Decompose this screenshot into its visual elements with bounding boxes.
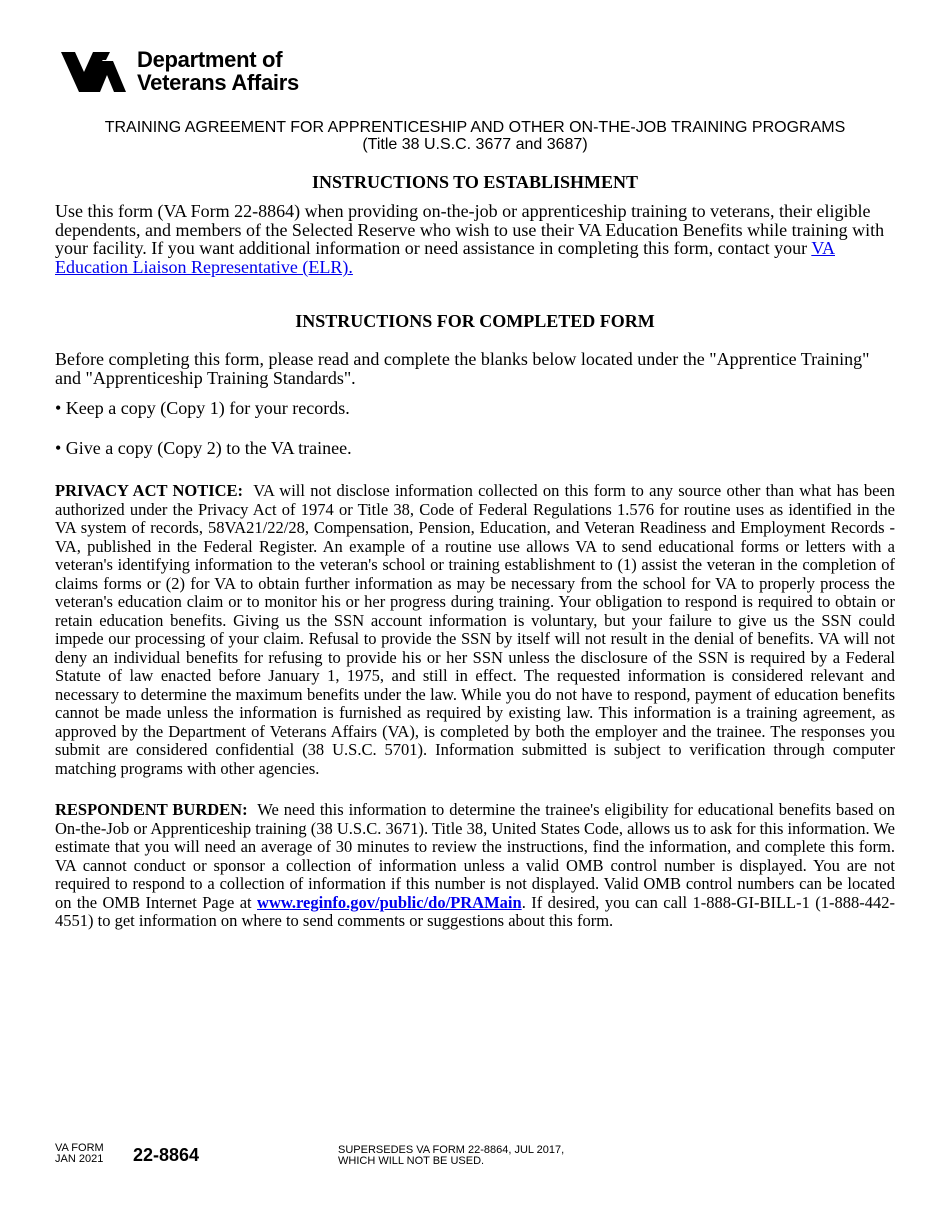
footer-form-label <box>55 1143 104 1165</box>
privacy-label: PRIVACY ACT NOTICE: <box>55 481 244 500</box>
footer-supersedes <box>338 1145 564 1167</box>
footer-supersedes-line-2: WHICH WILL NOT BE USED. <box>338 1155 485 1167</box>
form-title-line-2: (Title 38 U.S.C. 3677 and 3687) <box>362 136 588 153</box>
privacy-text: VA will not disclose information collected on this form to any source other than what has been authorized under the Privacy Act of 1974 or Title 38, Code of Federal Regulations 1.576 for routine uses as identified in the VA system of records, 58VA21/22/28, Compensation, Pension, Education, and Veteran Readiness and Employment Records - VA, published in the Federal Register. An example of a routine use allows VA to send educational forms or letters with a veteran's identifying information to the veteran's school or training establishment to (1) assist the veteran in the completion of claims forms or (2) for VA to obtain further information as may be necessary from the school for VA to properly process the veteran's education claim or to monitor his or her progress during training. Your obligation to respond is required to obtain or retain education benefits. Giving us the SSN account information is voluntary, but your failure to give us the SSN could impede our processing of your claim. Refusal to provide the SSN by itself will not result in the denial of benefits. VA will not deny an individual benefits for refusing to provide his or her SSN unless the disclosure of the SSN is required by a Federal Statute of law enacted before January 1, 1975, and still in effect. The requested information is considered relevant and necessary to determine the maximum benefits under the law. While you do not have to respond, payment of education benefits cannot be made unless the information is furnished as required by existing law. This information is a training agreement, as approved by the Department of Veterans Affairs (VA), is completed by both the employer and the trainee. The responses you submit are considered confidential (38 U.S.C. 5701). Information submitted is subject to verification through computer matching programs with other agencies. <box>55 481 896 778</box>
burden-label: RESPONDENT BURDEN: <box>55 800 248 819</box>
footer-va-form: VA FORM <box>55 1142 104 1154</box>
footer-form-number: 22-8864 <box>133 1145 200 1165</box>
logo-line-1: Department of <box>137 47 283 72</box>
elr-link[interactable]: VA Education Liaison Representative (ELR). <box>55 238 835 278</box>
omb-link[interactable]: www.reginfo.gov/public/do/PRAMain <box>257 892 522 912</box>
burden-text: We need this information to determine the trainee's eligibility for educational benefits based on On-the-Job or Apprenticeship training (38 U.S.C. 3671). Title 38, United States Code, allows us to ask for this information. We estimate that you will need an average of 30 minutes to review the instructions, find the information, and complete this form. VA cannot conduct or sponsor a collection of information unless a valid OMB control number is displayed. You are not required to respond to a collection of information if this number is not displayed. Valid OMB control numbers can be located on the OMB Internet Page at <box>55 800 896 912</box>
completed-paragraph: Before completing this form, please read and complete the blanks below located under the "Apprentice Training" and "Apprenticeship Training Standards". <box>55 349 870 388</box>
form-title-line-1: TRAINING AGREEMENT FOR APPRENTICESHIP AND OTHER ON-THE-JOB TRAINING PROGRAMS <box>104 119 846 136</box>
bullet-give-copy: • Give a copy (Copy 2) to the VA trainee. <box>55 438 352 458</box>
establishment-text: Use this form (VA Form 22-8864) when providing on-the-job or apprenticeship training to veterans, their eligible dependents, and members of the Selected Reserve who wish to use their VA Education Benefits while training with your facility. If you want additional information or need assistance in completing this form, contact your <box>55 201 885 259</box>
footer-date: JAN 2021 <box>55 1153 104 1165</box>
bullet-keep-copy: • Keep a copy (Copy 1) for your records. <box>55 398 350 418</box>
logo-line-2: Veterans Affairs <box>137 70 299 95</box>
va-seal-icon <box>60 50 126 94</box>
burden-text-after: . If desired, you can call 1-888-GI-BILL-1 (1-888-442-4551) to get information on where to send comments or suggestions about this form. <box>55 892 895 930</box>
footer-supersedes-line-1: SUPERSEDES VA FORM 22-8864, JUL 2017, <box>338 1144 565 1156</box>
completed-heading: INSTRUCTIONS FOR COMPLETED FORM <box>295 311 655 331</box>
establishment-paragraph <box>55 202 895 277</box>
respondent-burden <box>55 801 895 931</box>
establishment-heading: INSTRUCTIONS TO ESTABLISHMENT <box>311 172 639 192</box>
logo-text <box>137 48 299 94</box>
privacy-act-notice <box>55 482 895 778</box>
form-title <box>0 119 950 153</box>
